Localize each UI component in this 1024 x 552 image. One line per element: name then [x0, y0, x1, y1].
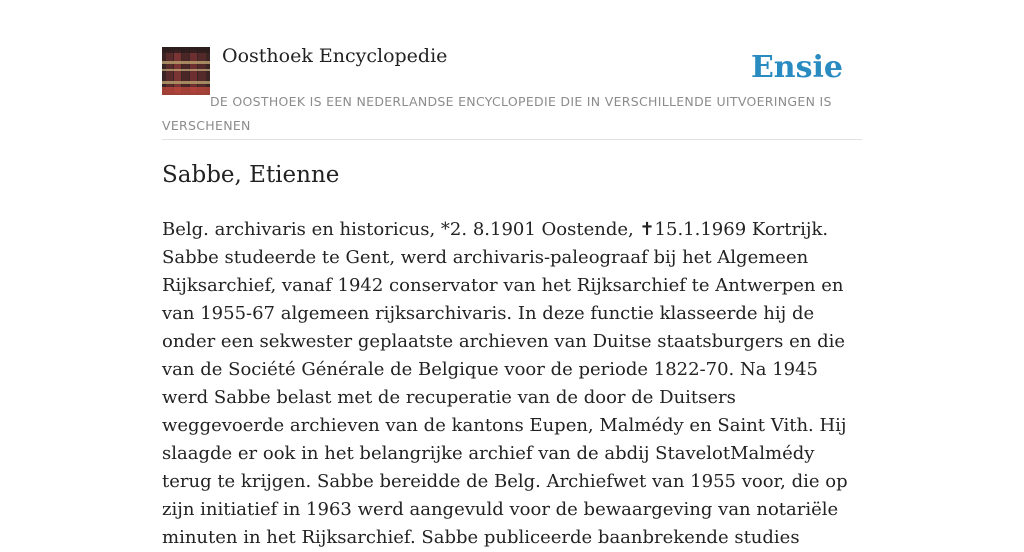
site-tagline: DE OOSTHOEK IS EEN NEDERLANDSE ENCYCLOPEDIE DIE IN VERSCHILLENDE UITVOERINGEN IS VERSCHENEN — [162, 94, 832, 133]
encyclopedia-books-icon — [162, 47, 210, 95]
article-body: Belg. archivaris en historicus, *2. 8.1901 Oostende, ✝15.1.1969 Kortrijk. Sabbe studeerde te Gent, werd archivaris-paleograaf bij het Algemeen Rijksarchief, vanaf 1942 conservator van het Rijksarchief te Antwerpen en van 1955-67 algemeen rijksarchivaris. In deze functie klasseerde hij de onder een sekwester geplaatste archieven van Duitse staatsburgers en die van de Société Générale de Belgique voor de periode 1822-70. Na 1945 werd Sabbe belast met de recuperatie van de door de Duitsers weggevoerde archieven van de kantons Eupen, Malmédy en Saint Vith. Hij slaagde er ook in het belangrijke archief van de abdij StavelotMalmédy terug te krijgen. Sabbe bereidde de Belg. Archiefwet van 1955 voor, die op zijn initiatief in 1963 werd aangevuld voor de bewaargeving van notariële minuten in het Rijksarchief. Sabbe publiceerde baanbrekende studies — [162, 219, 848, 548]
site-name[interactable]: Oosthoek Encyclopedie — [222, 45, 448, 67]
header-divider — [162, 139, 862, 140]
site-avatar[interactable] — [162, 47, 210, 95]
article-title: Sabbe, Etienne — [162, 162, 340, 188]
brand-logo-link[interactable]: Ensie — [750, 50, 843, 85]
